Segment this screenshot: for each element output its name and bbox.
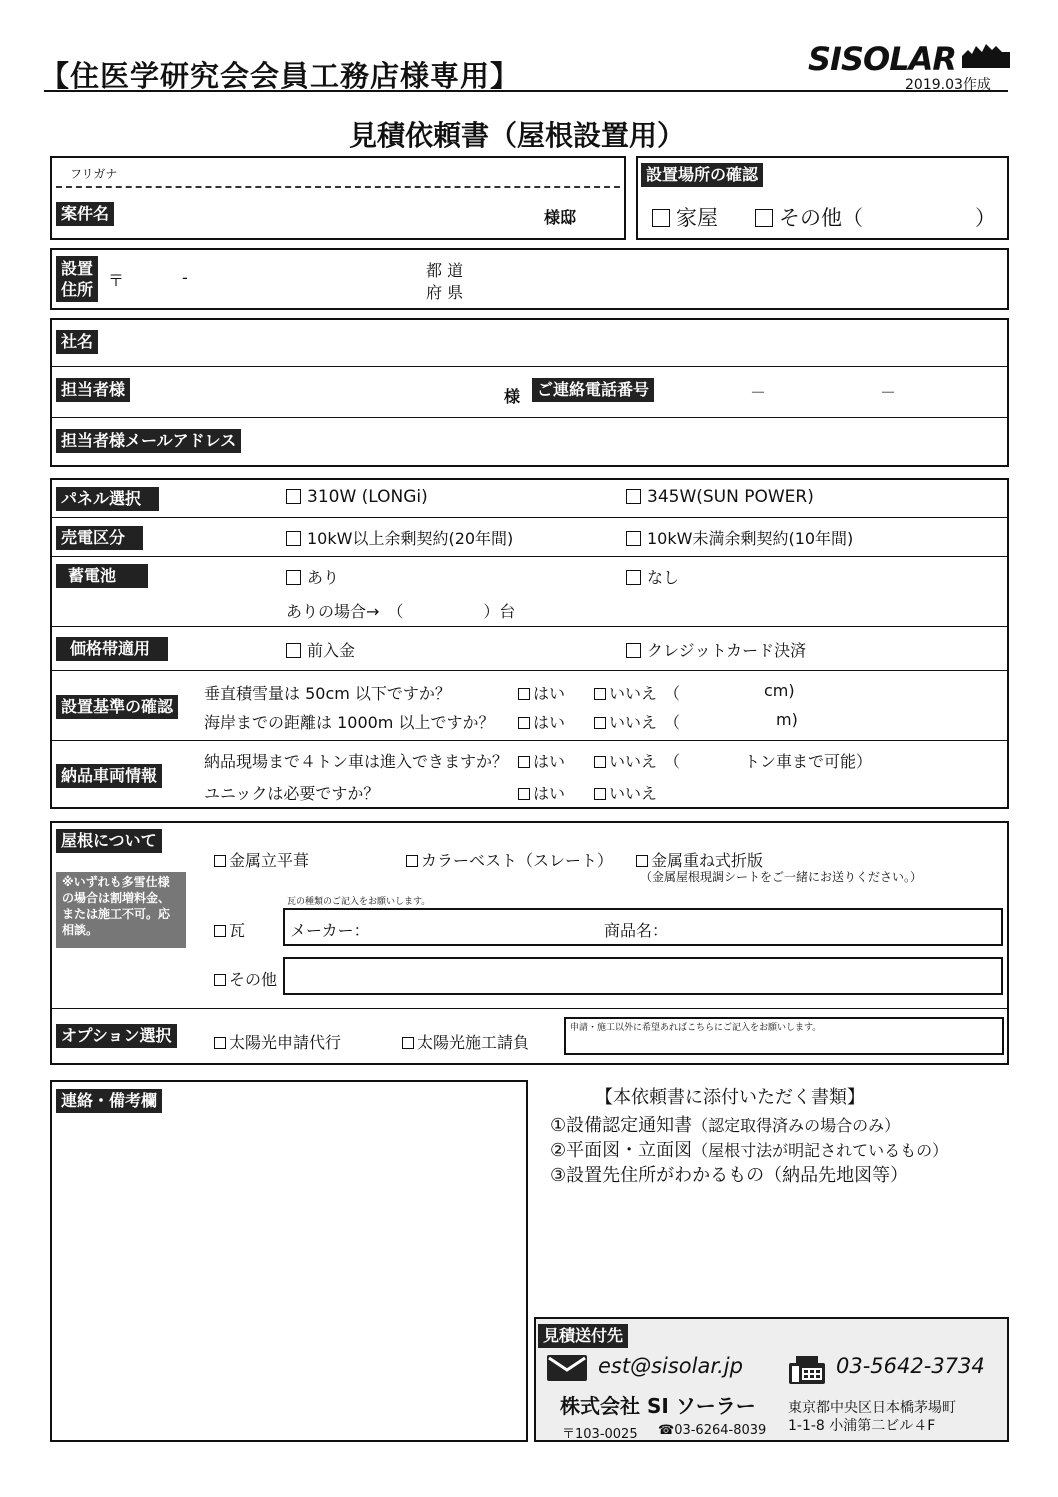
standards-q1-yes-text: はい xyxy=(533,684,566,703)
postal-dash: - xyxy=(182,268,188,287)
standards-q2-yes[interactable] xyxy=(518,710,565,733)
option-2-text: 太陽光施工請負 xyxy=(417,1033,530,1052)
sales-option-2-checkbox[interactable] xyxy=(626,531,641,546)
panel-option-1-text: 310W (LONGi) xyxy=(307,487,428,507)
prefecture-bottom: 府 県 xyxy=(426,283,464,302)
delivery-q2: ユニックは必要ですか？ xyxy=(204,784,380,803)
furigana-divider xyxy=(56,186,620,188)
standards-q2: 海岸までの距離は 1000m 以上ですか？ xyxy=(204,713,495,732)
delivery-q2-yes-checkbox[interactable] xyxy=(518,788,530,800)
battery-no-text: なし xyxy=(647,568,680,587)
attachments-title: 【本依頼書に添付いただく書類】 xyxy=(595,1087,865,1108)
roof-divider xyxy=(51,1008,1007,1009)
attachment-2-note: （屋根寸法が明記されているもの） xyxy=(692,1141,949,1160)
delivery-truck-note: （ トン車まで可能） xyxy=(664,752,873,771)
price-option-2-text: クレジットカード決済 xyxy=(647,641,807,660)
attachment-2-main: ②平面図・立面図 xyxy=(550,1140,693,1161)
roof-tile-hint: 瓦の種類のご記入をお願いします。 xyxy=(287,897,431,907)
house-silhouette-icon xyxy=(962,42,1010,68)
options-label: オプション選択 xyxy=(56,1024,177,1048)
contact-company-name: 株式会社 SI ソーラー xyxy=(560,1394,756,1418)
option-1-text: 太陽光申請代行 xyxy=(229,1033,342,1052)
fax-icon xyxy=(788,1355,826,1385)
roof-product-label: 商品名： xyxy=(604,921,669,940)
roof-color-best-checkbox[interactable] xyxy=(406,855,418,867)
selection-divider-3 xyxy=(51,626,1007,627)
phone-input[interactable] xyxy=(670,372,1000,408)
panel-option-1-checkbox[interactable] xyxy=(286,489,301,504)
attachment-item-2 xyxy=(550,1136,948,1162)
attachment-3-main: ③設置先住所がわかるもの xyxy=(550,1165,765,1186)
selection-divider-5 xyxy=(51,740,1007,741)
roof-metal-fold-text: 金属重ね式折版 xyxy=(651,851,764,870)
battery-yes-checkbox[interactable] xyxy=(286,570,301,585)
company-divider-1 xyxy=(51,366,1007,367)
company-divider-2 xyxy=(51,417,1007,418)
standards-q1-paren: （ xyxy=(664,684,681,703)
postal-mark: 〒 xyxy=(108,271,125,290)
date-created: 2019.03作成 xyxy=(905,77,991,93)
sales-option-2[interactable] xyxy=(626,526,853,549)
roof-option-other[interactable] xyxy=(214,967,277,990)
attachment-item-1 xyxy=(550,1111,900,1137)
delivery-q2-yes[interactable] xyxy=(518,781,565,804)
roof-tile-text: 瓦 xyxy=(229,921,246,940)
delivery-q2-no-text: いいえ xyxy=(609,784,658,803)
roof-option-metal-flat[interactable] xyxy=(214,848,309,871)
delivery-q1-no-text: いいえ xyxy=(609,752,658,771)
panel-option-2-text: 345W(SUN POWER) xyxy=(647,487,814,507)
sales-option-1-checkbox[interactable] xyxy=(286,531,301,546)
attachment-1-main: ①設備認定通知書 xyxy=(550,1115,693,1136)
form-title: 見積依頼書（屋根設置用） xyxy=(349,119,686,152)
address-input[interactable] xyxy=(500,256,1000,302)
sales-option-1[interactable] xyxy=(286,526,513,549)
roof-tile-checkbox[interactable] xyxy=(214,925,226,937)
selection-divider-2 xyxy=(51,556,1007,557)
brand-logo: SISOLAR xyxy=(808,40,956,78)
options-hint: 申請・施工以外に希望あればこちらにご記入をお願いします。 xyxy=(570,1023,822,1033)
contact-postal: 〒103-0025 xyxy=(562,1427,638,1442)
roof-metal-flat-checkbox[interactable] xyxy=(214,855,226,867)
selection-divider-4 xyxy=(51,670,1007,671)
company-name-label: 社名 xyxy=(56,330,98,354)
attachment-item-3 xyxy=(550,1161,908,1187)
delivery-label: 納品車両情報 xyxy=(56,764,162,788)
roof-label: 屋根について xyxy=(56,829,162,853)
roof-other-input[interactable] xyxy=(283,957,1003,995)
battery-label: 蓄電池 xyxy=(56,564,148,588)
delivery-q2-no-checkbox[interactable] xyxy=(594,788,606,800)
option-2-checkbox[interactable] xyxy=(402,1037,414,1049)
site-house-checkbox[interactable] xyxy=(652,209,670,227)
panel-option-1[interactable] xyxy=(286,487,428,507)
battery-yes-text: あり xyxy=(307,568,340,587)
sales-label: 売電区分 xyxy=(56,526,143,550)
price-option-1[interactable] xyxy=(286,638,355,661)
phone-label: ご連絡電話番号 xyxy=(532,378,654,402)
company-name-input[interactable] xyxy=(120,325,1000,361)
site-other-close: ） xyxy=(975,206,996,230)
address-label xyxy=(56,256,98,302)
delivery-q1-no[interactable] xyxy=(594,749,657,772)
roof-fold-note: （金属屋根現調シートをご一緒にお送りください。） xyxy=(640,870,923,884)
remarks-input[interactable] xyxy=(56,1118,522,1436)
panel-option-2[interactable] xyxy=(626,487,814,507)
mail-icon xyxy=(546,1354,588,1382)
option-2[interactable] xyxy=(402,1030,529,1053)
selection-divider-1 xyxy=(51,517,1007,518)
standards-q1-no-checkbox[interactable] xyxy=(594,688,606,700)
site-other-checkbox[interactable] xyxy=(755,209,773,227)
roof-metal-flat-text: 金属立平葺 xyxy=(229,851,310,870)
panel-label: パネル選択 xyxy=(56,487,159,511)
phone-dash-1: － xyxy=(750,383,767,402)
delivery-q1-no-checkbox[interactable] xyxy=(594,756,606,768)
delivery-q1: 納品現場まで４トン車は進入できますか？ xyxy=(204,752,509,771)
roof-maker-label: メーカー： xyxy=(290,921,370,940)
standards-q1-unit: cm) xyxy=(764,681,795,700)
site-label: 設置場所の確認 xyxy=(641,163,763,187)
roof-metal-fold-checkbox[interactable] xyxy=(636,855,648,867)
member-title: 【住医学研究会会員工務店様専用】 xyxy=(40,59,521,93)
panel-option-2-checkbox[interactable] xyxy=(626,489,641,504)
standards-q2-no[interactable] xyxy=(594,710,657,733)
standards-q1-yes[interactable] xyxy=(518,681,565,704)
address-label-line2: 住所 xyxy=(61,280,94,299)
phone-dash-2: － xyxy=(880,383,897,402)
furigana-label: フリガナ xyxy=(70,167,118,181)
site-option-house[interactable] xyxy=(652,202,718,232)
project-name-suffix: 様邸 xyxy=(544,208,577,227)
site-other-text: その他（ xyxy=(779,206,863,230)
contact-phone: ☎03-6264-8039 xyxy=(658,1423,767,1438)
title-underline xyxy=(44,90,1008,92)
price-option-1-text: 前入金 xyxy=(307,641,356,660)
roof-other-checkbox[interactable] xyxy=(214,974,226,986)
price-option-1-checkbox[interactable] xyxy=(286,643,301,658)
prefecture-top: 都 道 xyxy=(426,261,464,280)
contact-label: 見積送付先 xyxy=(538,1324,628,1348)
standards-q2-paren: （ xyxy=(664,713,681,732)
roof-color-best-text: カラーベスト（スレート） xyxy=(421,851,614,870)
sales-option-1-text: 10kW以上余剰契約(20年間) xyxy=(307,529,514,548)
project-name-input[interactable] xyxy=(130,196,530,230)
roof-other-text: その他 xyxy=(229,970,278,989)
delivery-q1-yes-checkbox[interactable] xyxy=(518,756,530,768)
person-suffix: 様 xyxy=(504,387,521,406)
standards-q1-no-text: いいえ xyxy=(609,684,658,703)
contact-address-line2: 1-1-8 小浦第二ビル４F xyxy=(788,1418,936,1434)
person-input[interactable] xyxy=(140,372,490,408)
battery-count-input[interactable] xyxy=(415,596,475,620)
price-option-2[interactable] xyxy=(626,638,806,661)
delivery-q2-no[interactable] xyxy=(594,781,657,804)
standards-q2-no-text: いいえ xyxy=(609,713,658,732)
delivery-q2-yes-text: はい xyxy=(533,784,566,803)
standards-q1: 垂直積雪量は 50cm 以下ですか？ xyxy=(204,684,451,703)
roof-option-tile[interactable] xyxy=(214,918,245,941)
remarks-label: 連絡・備考欄 xyxy=(56,1089,162,1113)
attachment-3-note: （納品先地図等） xyxy=(764,1165,909,1186)
option-1[interactable] xyxy=(214,1030,341,1053)
battery-count: ありの場合→ （ ）台 xyxy=(286,602,516,621)
site-house-text: 家屋 xyxy=(676,206,718,230)
person-label: 担当者様 xyxy=(56,378,130,402)
battery-no-checkbox[interactable] xyxy=(626,570,641,585)
roof-option-color-best[interactable] xyxy=(406,848,613,871)
standards-q2-no-checkbox[interactable] xyxy=(594,717,606,729)
standards-q1-yes-checkbox[interactable] xyxy=(518,688,530,700)
contact-fax: 03-5642-3734 xyxy=(836,1354,985,1378)
contact-email[interactable]: est@sisolar.jp xyxy=(598,1354,743,1378)
contact-address-line1: 東京都中央区日本橋茅場町 xyxy=(788,1400,956,1416)
delivery-q1-yes[interactable] xyxy=(518,749,565,772)
standards-q2-unit: m) xyxy=(776,710,798,729)
delivery-q1-yes-text: はい xyxy=(533,752,566,771)
standards-q1-no[interactable] xyxy=(594,681,657,704)
site-option-other[interactable] xyxy=(755,202,863,232)
option-1-checkbox[interactable] xyxy=(214,1037,226,1049)
price-label: 価格帯適用 xyxy=(56,637,168,661)
sales-option-2-text: 10kW未満余剰契約(10年間) xyxy=(647,529,854,548)
battery-option-no[interactable] xyxy=(626,565,679,588)
standards-q2-yes-checkbox[interactable] xyxy=(518,717,530,729)
roof-note: ※いずれも多雪仕様の場合は割増料金、または施工不可。応相談。 xyxy=(56,872,186,948)
standards-q2-yes-text: はい xyxy=(533,713,566,732)
price-option-2-checkbox[interactable] xyxy=(626,643,641,658)
email-label: 担当者様メールアドレス xyxy=(56,429,241,453)
email-input[interactable] xyxy=(245,423,1000,459)
battery-option-yes[interactable] xyxy=(286,565,339,588)
attachment-1-note: （認定取得済みの場合のみ） xyxy=(692,1116,901,1135)
standards-label: 設置基準の確認 xyxy=(56,695,178,719)
project-name-label: 案件名 xyxy=(56,202,114,226)
address-label-line1: 設置 xyxy=(61,259,94,278)
